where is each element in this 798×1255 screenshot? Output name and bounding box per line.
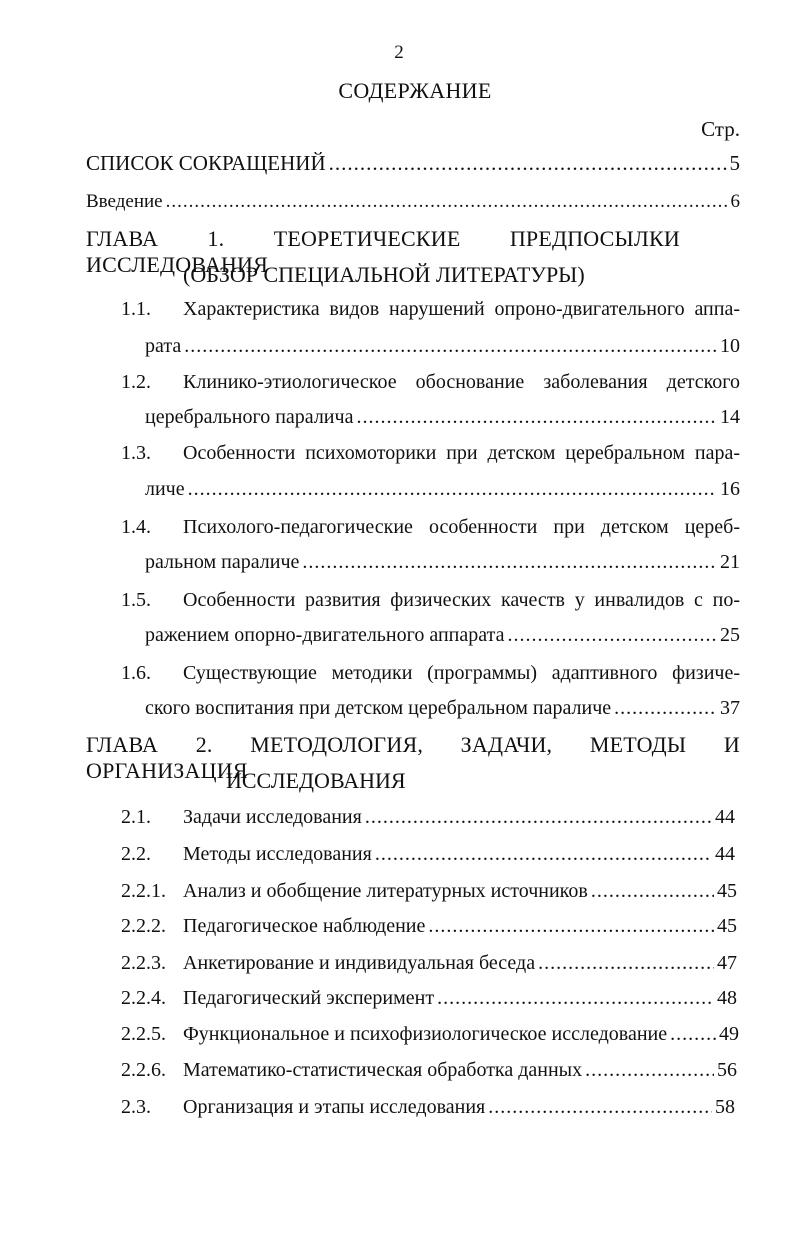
section-2-2-4[interactable] <box>183 987 737 1010</box>
page-title: СОДЕРЖАНИЕ <box>338 78 492 103</box>
section-number: 2.2.3. <box>121 952 166 974</box>
section-number: 2.2.6. <box>121 1059 166 1081</box>
toc-entry-page: 56 <box>717 1059 737 1081</box>
toc-entry-label: Анализ и обобщение литературных источников <box>183 880 588 902</box>
section-2-2-1[interactable] <box>183 880 737 903</box>
section-number: 2.2.5. <box>121 1023 166 1045</box>
toc-entry-label: ражением опорно-двигательного аппарата <box>145 624 505 646</box>
chapter-2-heading-line-1[interactable]: ГЛАВА 2. МЕТОДОЛОГИЯ, ЗАДАЧИ, МЕТОДЫ И ОРГАНИЗАЦИЯ <box>86 732 740 783</box>
toc-entry-label: Математико-статистическая обработка данных <box>183 1059 583 1081</box>
section-number: 1.4. <box>121 516 151 538</box>
dot-leader <box>614 697 717 720</box>
chapter-2-heading-line-2: ИССЛЕДОВАНИЯ <box>226 768 406 793</box>
toc-entry-label: ского воспитания при детском церебральном параличе <box>145 697 612 719</box>
toc-entry-label: церебрального паралича <box>145 406 354 428</box>
toc-entry-page: 49 <box>719 1023 739 1045</box>
section-number: 1.3. <box>121 442 151 464</box>
toc-entry-label: Введение <box>86 191 163 212</box>
section-1-3-line-2[interactable] <box>145 478 740 501</box>
toc-entry-label: Анкетирование и индивидуальная беседа <box>183 952 536 974</box>
toc-entry-label: ральном параличе <box>145 551 300 573</box>
toc-entry-abbreviations[interactable] <box>86 151 740 176</box>
toc-entry-page: 44 <box>715 843 735 865</box>
section-2-3[interactable] <box>183 1096 735 1119</box>
section-1-4-line-2[interactable] <box>145 551 740 574</box>
dot-leader <box>488 1096 712 1119</box>
section-2-2-5[interactable] <box>183 1023 739 1046</box>
toc-entry-page: 10 <box>720 335 740 357</box>
section-1-2-line-2[interactable] <box>145 406 740 429</box>
toc-entry-page: 5 <box>729 151 740 175</box>
toc-entry-label: Педагогический эксперимент <box>183 987 435 1009</box>
section-2-2-6[interactable] <box>183 1059 737 1082</box>
toc-entry-label: Организация и этапы исследования <box>183 1096 486 1118</box>
section-number: 2.2.2. <box>121 915 166 937</box>
toc-entry-label: рата <box>145 335 182 357</box>
dot-leader <box>302 551 717 574</box>
dot-leader <box>329 151 727 176</box>
dot-leader <box>356 406 717 429</box>
section-1-6-line-2[interactable] <box>145 697 740 720</box>
dot-leader <box>591 880 714 903</box>
toc-entry-page: 25 <box>720 624 740 646</box>
toc-entry-label: Задачи исследования <box>183 806 362 828</box>
section-number: 2.1. <box>121 806 151 828</box>
section-number: 2.2. <box>121 843 151 865</box>
dot-leader <box>184 335 717 358</box>
toc-entry-page: 48 <box>717 987 737 1009</box>
toc-entry-label: Функциональное и психофизиологическое исследование <box>183 1023 668 1045</box>
dot-leader <box>670 1023 716 1046</box>
chapter-1-heading-line-1[interactable]: ГЛАВА 1. ТЕОРЕТИЧЕСКИЕ ПРЕДПОСЫЛКИ ИССЛЕДОВАНИЯ <box>86 226 680 277</box>
dot-leader <box>507 624 717 647</box>
dot-leader <box>188 478 717 501</box>
toc-entry-page: 58 <box>715 1096 735 1118</box>
dot-leader <box>166 191 728 213</box>
toc-entry-page: 45 <box>717 880 737 902</box>
section-1-3-line-1[interactable]: Особенности психомоторики при детском церебральном пара- <box>183 442 740 464</box>
page-column-header: Стр. <box>701 117 740 141</box>
section-1-4-line-1[interactable]: Психолого-педагогические особенности при детском цереб- <box>183 516 740 538</box>
section-2-2-3[interactable] <box>183 952 737 975</box>
section-1-1-line-2[interactable] <box>145 335 740 358</box>
section-2-2-2[interactable] <box>183 915 737 938</box>
section-number: 1.6. <box>121 662 151 684</box>
toc-entry-page: 37 <box>720 697 740 719</box>
section-1-2-line-1[interactable]: Клинико-этиологическое обоснование заболевания детского <box>183 371 740 393</box>
section-1-5-line-2[interactable] <box>145 624 740 647</box>
section-number: 2.2.4. <box>121 987 166 1009</box>
dot-leader <box>585 1059 714 1082</box>
section-2-2[interactable] <box>183 843 735 866</box>
section-number: 1.1. <box>121 298 151 320</box>
page-number: 2 <box>394 42 404 63</box>
section-1-1-line-1[interactable]: Характеристика видов нарушений опроно-двигательного аппа- <box>183 298 740 320</box>
dot-leader <box>375 843 712 866</box>
section-1-6-line-1[interactable]: Существующие методики (программы) адаптивного физиче- <box>183 662 740 684</box>
toc-entry-page: 21 <box>720 551 740 573</box>
toc-entry-page: 6 <box>730 191 740 212</box>
section-number: 2.2.1. <box>121 880 166 902</box>
chapter-1-heading-line-2: (ОБЗОР СПЕЦИАЛЬНОЙ ЛИТЕРАТУРЫ) <box>183 262 585 287</box>
dot-leader <box>538 952 714 975</box>
dot-leader <box>365 806 712 829</box>
section-number: 1.2. <box>121 371 151 393</box>
toc-entry-introduction[interactable] <box>86 191 740 213</box>
section-number: 1.5. <box>121 589 151 611</box>
dot-leader <box>428 915 714 938</box>
section-2-1[interactable] <box>183 806 735 829</box>
toc-entry-page: 45 <box>717 915 737 937</box>
toc-entry-label: Педагогическое наблюдение <box>183 915 426 937</box>
toc-entry-label: личе <box>145 478 185 500</box>
section-number: 2.3. <box>121 1096 151 1118</box>
section-1-5-line-1[interactable]: Особенности развития физических качеств у инвалидов с по- <box>183 589 740 611</box>
toc-entry-page: 44 <box>715 806 735 828</box>
toc-entry-label: СПИСОК СОКРАЩЕНИЙ <box>86 151 326 175</box>
toc-entry-page: 16 <box>720 478 740 500</box>
toc-entry-page: 14 <box>720 406 740 428</box>
toc-entry-label: Методы исследования <box>183 843 372 865</box>
dot-leader <box>437 987 714 1010</box>
toc-entry-page: 47 <box>717 952 737 974</box>
